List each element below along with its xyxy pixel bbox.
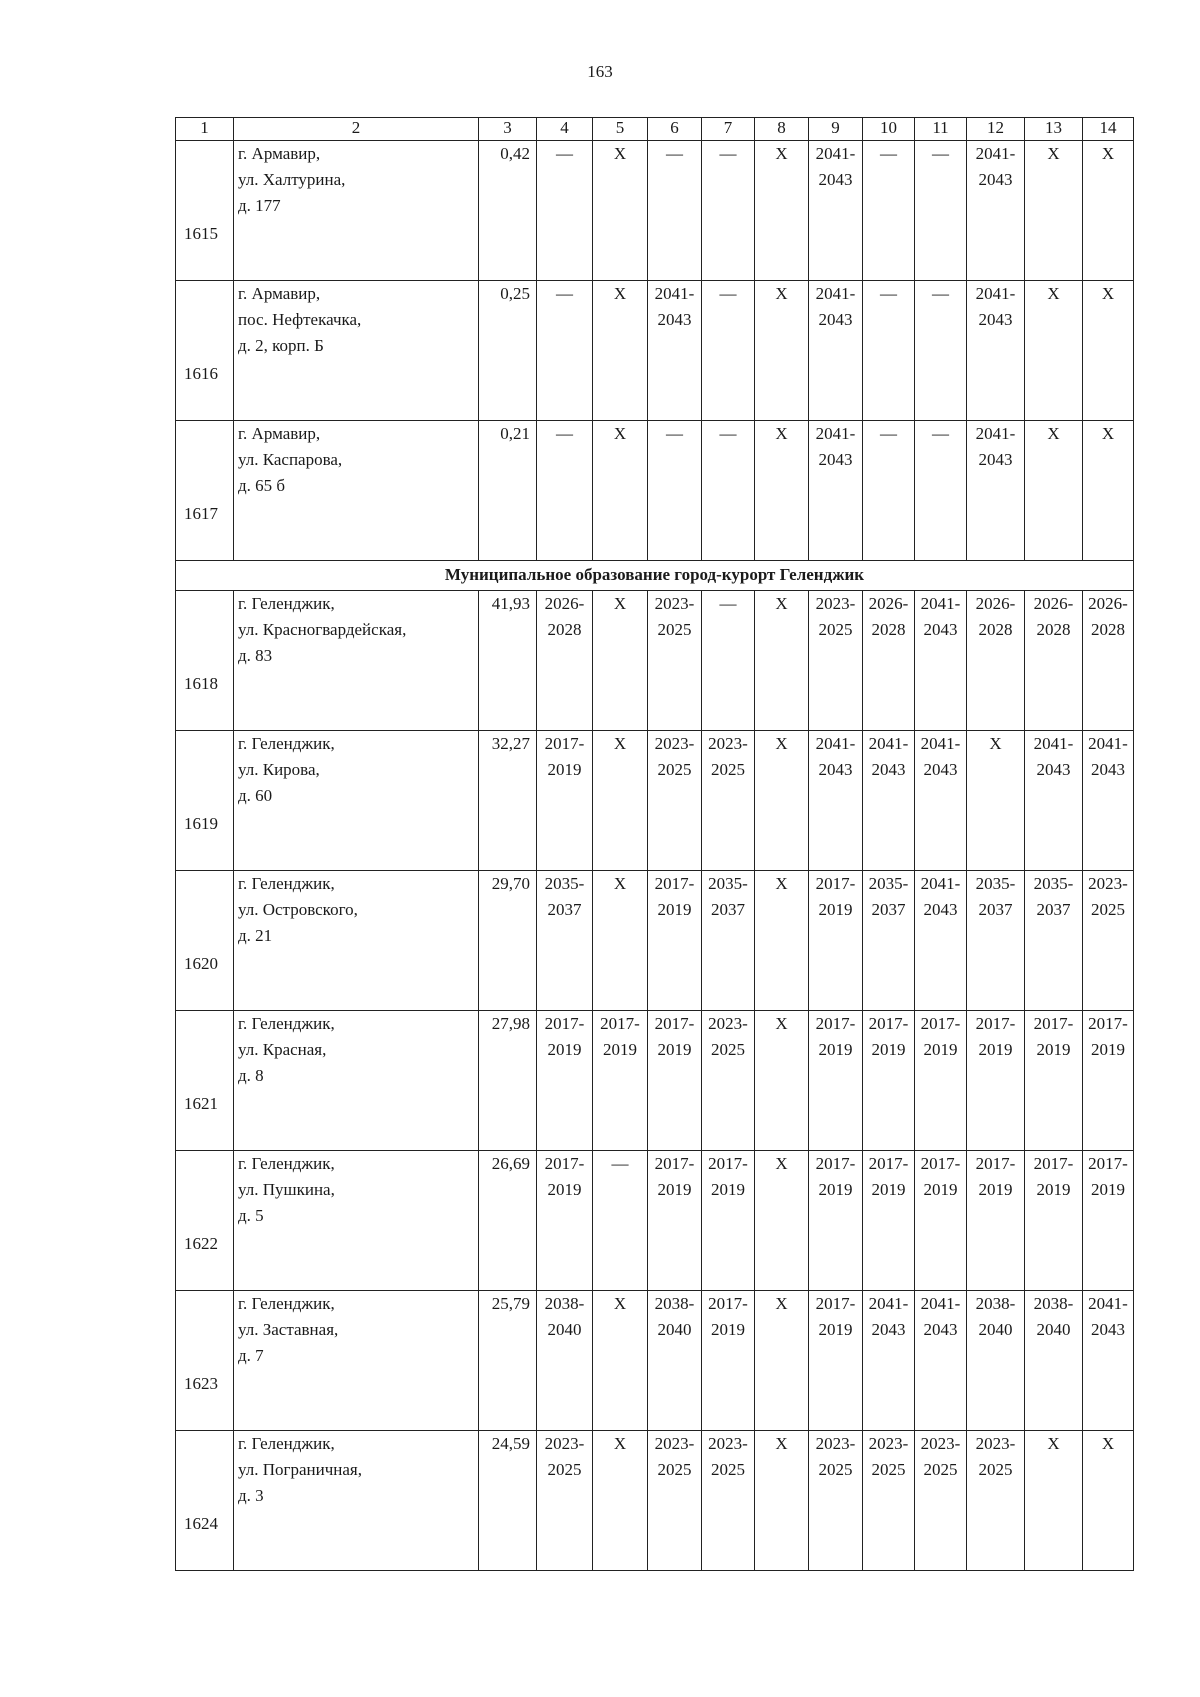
value-cell: 2041- 2043 [967,141,1025,281]
value-cell: 2023- 2025 [702,731,755,871]
section-row [176,561,1134,591]
value-cell: Х [593,141,648,281]
value-cell: Х [593,1291,648,1431]
value-cell: 2017- 2019 [1083,1151,1134,1291]
row-number-cell [176,421,234,561]
value-cell: 2023- 2025 [648,731,702,871]
value-cell: 2017- 2019 [915,1011,967,1151]
value-cell: 2041- 2043 [863,1291,915,1431]
value-cell: 2017- 2019 [863,1011,915,1151]
value-cell: — [702,141,755,281]
value-cell: 2023- 2025 [648,591,702,731]
value-cell: 2026- 2028 [967,591,1025,731]
value-cell: Х [755,871,809,1011]
table-row [176,1291,1134,1431]
area-cell: 41,93 [479,591,537,731]
value-cell: 2017- 2019 [593,1011,648,1151]
value-cell: 2041- 2043 [915,591,967,731]
value-cell: Х [1025,141,1083,281]
value-cell: 2017- 2019 [809,1291,863,1431]
value-cell: — [648,141,702,281]
address-cell: г. Армавир, пос. Нефтекачка, д. 2, корп. Б [234,281,479,421]
area-cell: 25,79 [479,1291,537,1431]
value-cell: Х [593,871,648,1011]
table-row [176,421,1134,561]
value-cell: Х [1025,421,1083,561]
value-cell: 2017- 2019 [1025,1011,1083,1151]
value-cell: — [648,421,702,561]
column-header: 10 [863,118,915,141]
value-cell: 2023- 2025 [648,1431,702,1571]
row-number-cell [176,1011,234,1151]
value-cell: Х [593,1431,648,1571]
area-cell: 32,27 [479,731,537,871]
row-number: 1616 [184,363,218,383]
table-row [176,591,1134,731]
value-cell: Х [1083,421,1134,561]
value-cell: 2017- 2019 [648,1151,702,1291]
value-cell: Х [755,591,809,731]
value-cell: 2041- 2043 [1025,731,1083,871]
row-number: 1619 [184,813,218,833]
row-number-cell [176,591,234,731]
row-number: 1620 [184,953,218,973]
value-cell: — [702,281,755,421]
value-cell: 2026- 2028 [537,591,593,731]
row-number: 1621 [184,1093,218,1113]
value-cell: 2041- 2043 [1083,731,1134,871]
table-row [176,1151,1134,1291]
address-cell: г. Геленджик, ул. Красногвардейская, д. 83 [234,591,479,731]
value-cell: 2041- 2043 [809,141,863,281]
address-cell: г. Геленджик, ул. Островского, д. 21 [234,871,479,1011]
value-cell: Х [755,1011,809,1151]
value-cell: — [702,421,755,561]
value-cell: 2023- 2025 [809,591,863,731]
value-cell: Х [1083,1431,1134,1571]
value-cell: 2023- 2025 [702,1011,755,1151]
value-cell: Х [593,421,648,561]
row-number: 1622 [184,1233,218,1253]
value-cell: 2038- 2040 [967,1291,1025,1431]
value-cell: 2023- 2025 [863,1431,915,1571]
value-cell: 2017- 2019 [809,871,863,1011]
value-cell: — [915,141,967,281]
row-number-cell [176,731,234,871]
address-cell: г. Геленджик, ул. Кирова, д. 60 [234,731,479,871]
area-cell: 24,59 [479,1431,537,1571]
data-table [175,117,1134,1571]
value-cell: 2026- 2028 [1083,591,1134,731]
value-cell: 2041- 2043 [648,281,702,421]
value-cell: — [915,421,967,561]
value-cell: 2017- 2019 [537,1011,593,1151]
table-row [176,281,1134,421]
value-cell: 2038- 2040 [1025,1291,1083,1431]
value-cell: 2017- 2019 [809,1151,863,1291]
value-cell: 2023- 2025 [967,1431,1025,1571]
column-header: 12 [967,118,1025,141]
address-cell: г. Армавир, ул. Халтурина, д. 177 [234,141,479,281]
value-cell: Х [593,281,648,421]
row-number-cell [176,1431,234,1571]
value-cell: 2017- 2019 [967,1011,1025,1151]
value-cell: Х [755,731,809,871]
column-header: 3 [479,118,537,141]
column-header: 5 [593,118,648,141]
value-cell: 2017- 2019 [809,1011,863,1151]
table-header-row [176,118,1134,141]
value-cell: 2023- 2025 [809,1431,863,1571]
value-cell: 2041- 2043 [967,421,1025,561]
value-cell: 2023- 2025 [702,1431,755,1571]
value-cell: 2035- 2037 [1025,871,1083,1011]
value-cell: — [915,281,967,421]
value-cell: 2041- 2043 [863,731,915,871]
value-cell: Х [1025,1431,1083,1571]
value-cell: — [593,1151,648,1291]
row-number-cell [176,871,234,1011]
value-cell: 2017- 2019 [1025,1151,1083,1291]
column-header: 14 [1083,118,1134,141]
column-header: 4 [537,118,593,141]
column-header: 7 [702,118,755,141]
row-number: 1623 [184,1373,218,1393]
value-cell: 2017- 2019 [702,1291,755,1431]
value-cell: — [863,421,915,561]
value-cell: — [863,281,915,421]
area-cell: 0,25 [479,281,537,421]
row-number: 1617 [184,503,218,523]
table-row [176,141,1134,281]
value-cell: 2023- 2025 [1083,871,1134,1011]
value-cell: Х [755,141,809,281]
value-cell: 2026- 2028 [1025,591,1083,731]
value-cell: 2023- 2025 [537,1431,593,1571]
value-cell: 2041- 2043 [809,421,863,561]
row-number: 1624 [184,1513,218,1533]
value-cell: Х [593,731,648,871]
value-cell: Х [755,421,809,561]
value-cell: Х [755,1291,809,1431]
value-cell: 2017- 2019 [537,731,593,871]
value-cell: 2038- 2040 [537,1291,593,1431]
value-cell: — [537,141,593,281]
value-cell: 2041- 2043 [915,871,967,1011]
value-cell: — [537,281,593,421]
area-cell: 0,21 [479,421,537,561]
value-cell: 2017- 2019 [702,1151,755,1291]
column-header: 2 [234,118,479,141]
value-cell: 2041- 2043 [809,731,863,871]
table-row [176,731,1134,871]
value-cell: 2035- 2037 [863,871,915,1011]
value-cell: — [537,421,593,561]
value-cell: 2038- 2040 [648,1291,702,1431]
table-row [176,1431,1134,1571]
value-cell: 2041- 2043 [809,281,863,421]
area-cell: 0,42 [479,141,537,281]
value-cell: 2017- 2019 [967,1151,1025,1291]
value-cell: 2017- 2019 [648,871,702,1011]
value-cell: Х [755,281,809,421]
value-cell: Х [1083,141,1134,281]
area-cell: 27,98 [479,1011,537,1151]
row-number-cell [176,281,234,421]
column-header: 1 [176,118,234,141]
row-number: 1615 [184,223,218,243]
value-cell: 2017- 2019 [863,1151,915,1291]
column-header: 8 [755,118,809,141]
table-row [176,1011,1134,1151]
value-cell: Х [755,1431,809,1571]
row-number-cell [176,141,234,281]
address-cell: г. Геленджик, ул. Заставная, д. 7 [234,1291,479,1431]
row-number-cell [176,1151,234,1291]
row-number-cell [176,1291,234,1431]
address-cell: г. Геленджик, ул. Красная, д. 8 [234,1011,479,1151]
address-cell: г. Геленджик, ул. Пушкина, д. 5 [234,1151,479,1291]
value-cell: 2035- 2037 [537,871,593,1011]
value-cell: 2017- 2019 [648,1011,702,1151]
table-row [176,871,1134,1011]
value-cell: 2023- 2025 [915,1431,967,1571]
value-cell: 2017- 2019 [1083,1011,1134,1151]
area-cell: 29,70 [479,871,537,1011]
value-cell: Х [593,591,648,731]
value-cell: — [863,141,915,281]
value-cell: 2041- 2043 [915,731,967,871]
row-number: 1618 [184,673,218,693]
value-cell: 2035- 2037 [967,871,1025,1011]
value-cell: 2041- 2043 [915,1291,967,1431]
value-cell: Х [1083,281,1134,421]
column-header: 13 [1025,118,1083,141]
value-cell: Х [1025,281,1083,421]
value-cell: — [702,591,755,731]
section-title: Муниципальное образование город-курорт Геленджик [176,561,1134,591]
address-cell: г. Армавир, ул. Каспарова, д. 65 б [234,421,479,561]
value-cell: 2017- 2019 [537,1151,593,1291]
value-cell: 2041- 2043 [1083,1291,1134,1431]
value-cell: 2041- 2043 [967,281,1025,421]
column-header: 9 [809,118,863,141]
value-cell: Х [755,1151,809,1291]
column-header: 6 [648,118,702,141]
address-cell: г. Геленджик, ул. Пограничная, д. 3 [234,1431,479,1571]
value-cell: 2035- 2037 [702,871,755,1011]
page-number: 163 [587,62,613,81]
value-cell: 2017- 2019 [915,1151,967,1291]
area-cell: 26,69 [479,1151,537,1291]
value-cell: 2026- 2028 [863,591,915,731]
value-cell: Х [967,731,1025,871]
column-header: 11 [915,118,967,141]
